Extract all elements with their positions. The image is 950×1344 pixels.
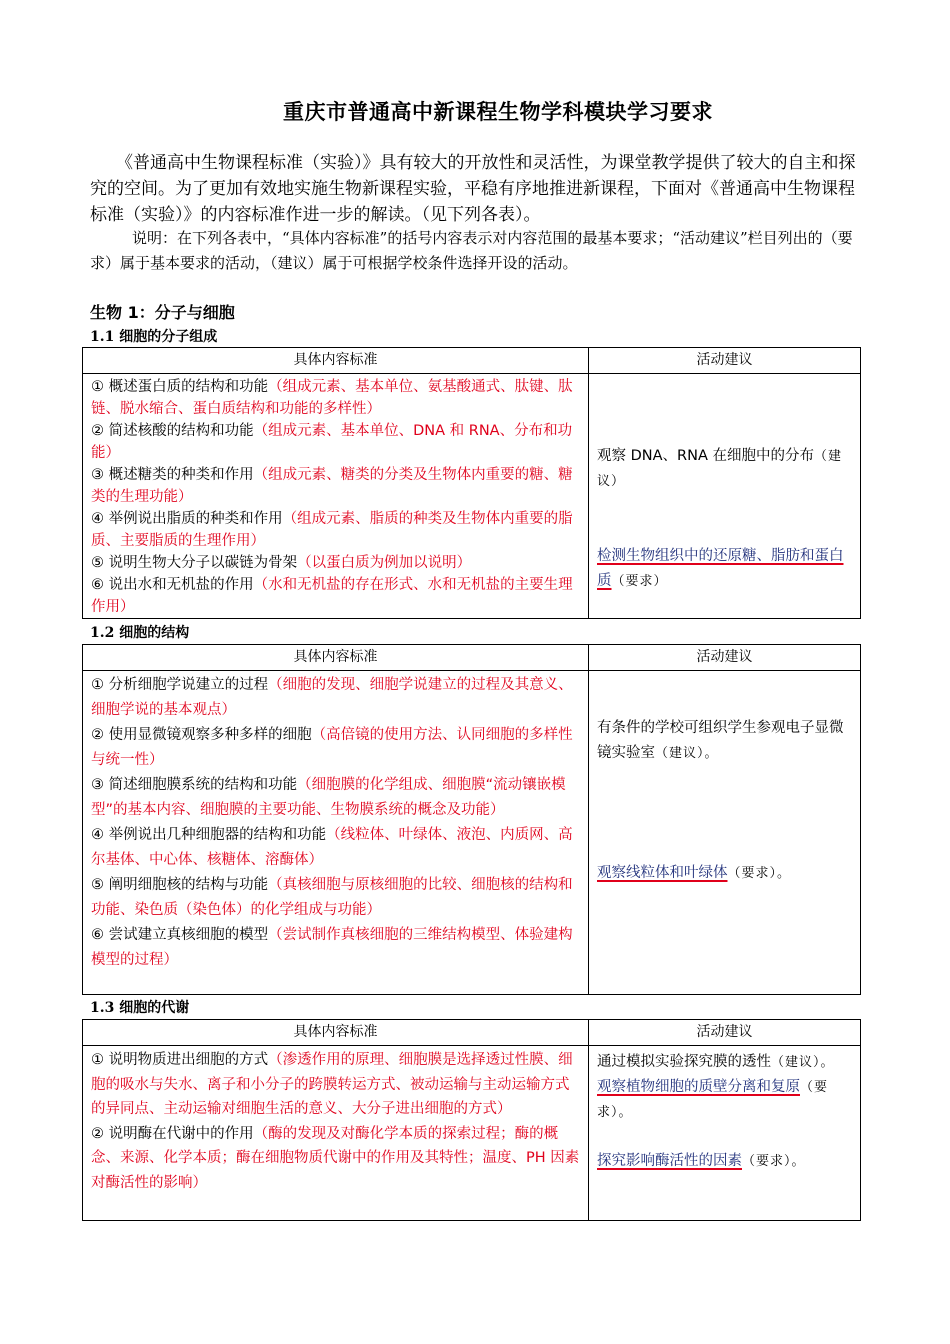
activity-tag: （要求）。 — [742, 1154, 806, 1169]
standard-main: ② 使用显微镜观察多种多样的细胞 — [91, 727, 312, 743]
standard-item — [91, 873, 582, 923]
activity-link[interactable]: 观察植物细胞的质壁分离和复原 — [597, 1079, 800, 1095]
standard-detail: （酶的发现及对酶化学本质的探索过程；酶的概念、来源、化学本质；酶在细胞物质代谢中的作用及其特性；温度、PH 因素对酶活性的影响） — [91, 1125, 580, 1191]
standard-main: ⑤ 阐明细胞核的结构与功能 — [91, 877, 269, 893]
standard-detail: （组成元素、基本单位、DNA 和 RNA、分布和功能） — [91, 423, 573, 461]
activity-tag: （要求）。 — [727, 866, 792, 881]
section-title: 1.3 细胞的代谢 — [90, 1000, 190, 1016]
header-activity: 活动建议 — [589, 645, 861, 671]
standard-main: ⑤ 说明生物大分子以碳链为骨架 — [91, 555, 298, 571]
activity-item — [597, 1075, 854, 1125]
intro-paragraph: 《普通高中生物课程标准（实验）》具有较大的开放性和灵活性，为课堂教学提供了较大的自主和探究的空间。为了更加有效地实施生物新课程实验，平稳有序地推进新课程，下面对《普通高中生物课程标准（实验）》的内容标准作进一步的解读。（见下列各表）。 — [90, 153, 856, 225]
page-title: 重庆市普通高中新课程生物学科模块学习要求 — [283, 100, 713, 124]
standard-item — [91, 574, 582, 618]
standard-main: ③ 简述细胞膜系统的结构和功能 — [91, 777, 298, 793]
activity-tag: （要求）。 — [597, 1080, 829, 1120]
activity-tag: （建议） — [597, 449, 843, 489]
activity-link[interactable]: 检测生物组织中的还原糖、脂肪和蛋白质 — [597, 548, 844, 589]
standard-item — [91, 1122, 582, 1196]
standard-main: ③ 概述糖类的种类和作用 — [91, 467, 254, 483]
standard-detail: （以蛋白质为例加以说明） — [297, 555, 472, 571]
activity-item — [597, 1050, 854, 1075]
standard-main: ⑥ 尝试建立真核细胞的模型 — [91, 927, 269, 943]
standard-detail: （细胞膜的化学组成、细胞膜“流动镶嵌模型”的基本内容、细胞膜的主要功能、生物膜系统的概念及功能） — [91, 777, 566, 818]
standard-detail: （线粒体、叶绿体、液泡、内质网、高尔基体、中心体、核糖体、溶酶体） — [91, 827, 573, 868]
standard-main: ④ 举例说出几种细胞器的结构和功能 — [91, 827, 327, 843]
activity-tag: （要求） — [611, 574, 668, 589]
activity-item — [597, 716, 854, 766]
standard-item — [91, 552, 582, 574]
standard-item — [91, 923, 582, 973]
standard-main: ④ 举例说出脂质的种类和作用 — [91, 511, 283, 527]
standard-main: ① 说明物质进出细胞的方式 — [91, 1052, 269, 1068]
activity-item — [597, 1149, 854, 1174]
standard-item — [91, 376, 582, 420]
standard-detail: （高倍镜的使用方法、认同细胞的多样性与统一性） — [91, 727, 573, 768]
standard-detail: （细胞的发现、细胞学说建立的过程及其意义、细胞学说的基本观点） — [91, 677, 573, 718]
activity-cell — [589, 671, 861, 995]
standard-detail: （组成元素、基本单位、氨基酸通式、肽键、肽链、脱水缩合、蛋白质结构和功能的多样性） — [91, 379, 573, 417]
standard-item — [91, 673, 582, 723]
activity-tag: （建议）。 — [771, 1055, 835, 1070]
standard-main: ① 分析细胞学说建立的过程 — [91, 677, 269, 693]
section-table — [82, 347, 861, 619]
standard-detail: （尝试制作真核细胞的三维结构模型、体验建构模型的过程） — [91, 927, 573, 968]
section-title: 1.1 细胞的分子组成 — [90, 329, 218, 345]
standard-item — [91, 1048, 582, 1122]
header-content: 具体内容标准 — [83, 645, 589, 671]
standard-item — [91, 773, 582, 823]
activity-text: 观察 DNA、RNA 在细胞中的分布 — [597, 448, 814, 464]
header-activity: 活动建议 — [589, 1020, 861, 1046]
header-content: 具体内容标准 — [83, 348, 589, 374]
activity-text: 有条件的学校可组织学生参观电子显微镜实验室 — [597, 720, 844, 761]
content-cell — [83, 374, 589, 619]
activity-item — [597, 861, 854, 886]
standard-detail: （真核细胞与原核细胞的比较、细胞核的结构和功能、染色质（染色体）的化学组成与功能） — [91, 877, 573, 918]
standard-item — [91, 823, 582, 873]
activity-cell — [589, 1046, 861, 1221]
activity-link[interactable]: 探究影响酶活性的因素 — [597, 1153, 742, 1169]
standard-main: ⑥ 说出水和无机盐的作用 — [91, 577, 254, 593]
standard-main: ② 简述核酸的结构和功能 — [91, 423, 254, 439]
section-table — [82, 644, 861, 995]
activity-tag: （建议）。 — [655, 746, 719, 761]
standard-item — [91, 464, 582, 508]
activity-item — [597, 444, 854, 494]
activity-text: 通过模拟实验探究膜的透性 — [597, 1054, 771, 1070]
activity-link[interactable]: 观察线粒体和叶绿体 — [597, 865, 728, 881]
activity-cell — [589, 374, 861, 619]
note-paragraph: 说明：在下列各表中，“具体内容标准”的括号内容表示对内容范围的最基本要求；“活动建议”栏目列出的（要求）属于基本要求的活动，（建议）属于可根据学校条件选择开设的活动。 — [90, 229, 853, 272]
standard-detail: （水和无机盐的存在形式、水和无机盐的主要生理作用） — [91, 577, 573, 615]
standard-detail: （渗透作用的原理、细胞膜是选择透过性膜、细胞的吸水与失水、离子和小分子的跨膜转运方式、被动运输与主动运输方式的异同点、主动运输对细胞生活的意义、大分子进出细胞的方式） — [91, 1052, 573, 1117]
header-content: 具体内容标准 — [83, 1020, 589, 1046]
module-title: 生物 1：分子与细胞 — [90, 303, 235, 322]
section-table — [82, 1019, 861, 1221]
content-cell — [83, 671, 589, 995]
activity-item — [597, 544, 854, 594]
header-activity: 活动建议 — [589, 348, 861, 374]
standard-detail: （组成元素、糖类的分类及生物体内重要的糖、糖类的生理功能） — [91, 467, 573, 505]
standard-item — [91, 723, 582, 773]
standard-detail: （组成元素、脂质的种类及生物体内重要的脂质、主要脂质的生理作用） — [91, 511, 573, 549]
standard-main: ② 说明酶在代谢中的作用 — [91, 1125, 254, 1142]
content-cell — [83, 1046, 589, 1221]
section-title: 1.2 细胞的结构 — [90, 625, 190, 641]
standard-item — [91, 420, 582, 464]
standard-item — [91, 508, 582, 552]
standard-main: ① 概述蛋白质的结构和功能 — [91, 379, 269, 395]
